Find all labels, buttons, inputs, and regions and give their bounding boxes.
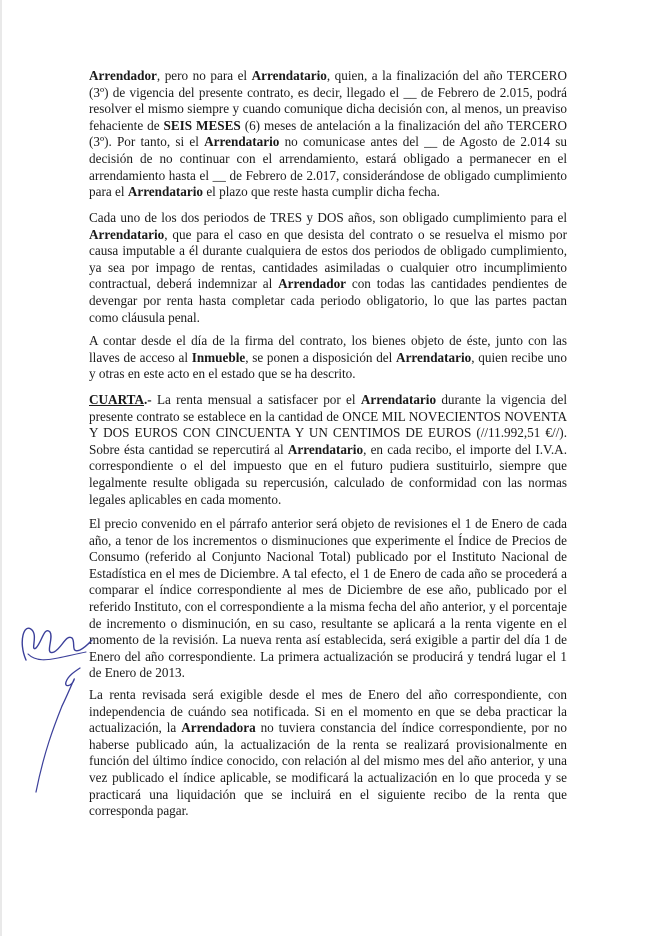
text-run: , quien recibe uno y otras en este acto en el estado que se ha descrito. [89, 349, 567, 382]
bold-term: Arrendatario [360, 392, 437, 407]
text-run: , en cada recibo, el importe del I.V.A. correspondiente o el del impuesto que en el futuro pudiera sustituirlo, siempre que legalmente resulte obligada su repercusión, calculado de conformidad con las normas legales aplicables en cada momento. [89, 441, 567, 507]
paragraph-delivery-of-goods [89, 333, 567, 383]
text-run: Cada uno de los dos periodos de TRES y DOS años, son obligado cumplimiento para el [89, 210, 567, 225]
paragraph-rent-revision [89, 516, 567, 682]
text-run: El precio convenido en el párrafo anterior será objeto de revisiones el 1 de Enero de cada año, a tenor de los incrementos o disminuciones que experimente el Índice de Precios de Consumo (referido al Conjunto Nacional Total) publicado por el Instituto Nacional de Estadística en el mes de Diciembre. A tal efecto, el 1 de Enero de cada año se procederá a comparar el índice correspondiente al mes de Diciembre de ese año, publicado por el referido Instituto, con el correspondiente a la misma fecha del año anterior, y el porcentaje de incremento o disminución, en su caso, resultante se aplicará a la renta vigente en el momento de la revisión. La nueva renta así establecida, será exigible a partir del día 1 de Enero del año correspondiente. La primera actualización se producirá y tendrá lugar el 1 de Enero de 2013. [89, 516, 567, 681]
paragraph-obligatory-periods [89, 210, 567, 326]
bold-term: Arrendatario [287, 441, 364, 457]
scan-edge [0, 0, 2, 936]
text-run: , se ponen a disposición del [245, 349, 397, 365]
bold-term: Arrendatario [204, 134, 280, 150]
text-run: durante la vigencia del presente contrato se establece en la cantidad de ONCE MIL NOVECIENTOS NOVENTA Y DOS EUROS CON CINCUENTA Y UN CENTIMOS DE EUROS (//11.992,51 €//). Sobre ésta cantidad se repercutirá al [89, 392, 568, 457]
bold-term: Arrendador [89, 68, 157, 83]
text-run: con todas las cantidades pendientes de devengar por renta hasta completar cada periodo obligatorio, lo que las partes pactan como cláusula penal. [89, 276, 567, 325]
text-run: (6) meses de antelación a la finalización del año TERCERO (3º). Por tanto, si el [89, 117, 567, 150]
bold-term: SEIS MESES [163, 117, 241, 133]
bold-term: Inmueble [191, 349, 246, 365]
text-run: La renta mensual a satisfacer por el [151, 392, 361, 407]
text-run: A contar desde el día de la firma del contrato, los bienes objeto de éste, junto con las llaves de acceso al [89, 333, 567, 365]
bold-term: Arrendatario [251, 68, 327, 83]
bold-term: Arrendatario [396, 349, 472, 365]
bold-term: .- [143, 392, 152, 407]
text-run: el plazo que reste hasta cumplir dicha fecha. [203, 184, 440, 200]
text-run: no comunicase antes del __ de Agosto de 2.014 su decisión de no continuar con el arrendamiento, estará obligado a permanecer en el arrendamiento hasta el __ de Febrero de 2.017, considerándose de obligado cumplimiento para el [89, 134, 567, 200]
text-run: no tuviera constancia del índice correspondiente, por no haberse publicado aún, la actualización de la renta se realizará provisionalmente en función del último índice conocido, con relación al del mismo mes del año anterior, y una vez publicado el índice aplicable, se modificará la actualización en lo que proceda y se practicará una liquidación que se incluirá en el siguiente recibo de la renta que corresponda pagar. [89, 720, 567, 819]
text-run: , quien, a la finalización del año TERCERO (3º) de vigencia del presente contrato, es decir, llegado el __ de Febrero de 2.015, podrá resolver el mismo siempre y cuando comunique dicha decisión con, al menos, un preaviso fehaciente de [89, 68, 567, 133]
text-run: La renta revisada será exigible desde el mes de Enero del año correspondiente, con independencia de cuándo sea notificada. Si en el momento en que se deba practicar la actualización, la [89, 687, 567, 736]
bold-term: Arrendatario [89, 226, 165, 242]
clause-heading: CUARTA [89, 392, 144, 407]
bold-term: Arrendador [278, 276, 347, 292]
text-run: , pero no para el [156, 68, 252, 83]
paragraph-arrendador-resolution [89, 68, 567, 201]
bold-term: Arrendatario [127, 184, 204, 200]
bold-term [89, 392, 144, 407]
bold-term: Arrendadora [181, 720, 256, 736]
paragraph-clause-cuarta-rent [89, 392, 567, 508]
text-run: , que para el caso en que desista del contrato o se resuelva el mismo por causa imputable a él durante cualquiera de estos dos periodos de obligado cumplimiento, ya sea por impago de rentas, cantidades asimiladas o cualquier otro incumplimiento contractual, deberá indemnizar al [89, 226, 567, 292]
paragraph-revised-rent-exigibility [89, 687, 567, 820]
handwritten-signature [14, 602, 94, 802]
